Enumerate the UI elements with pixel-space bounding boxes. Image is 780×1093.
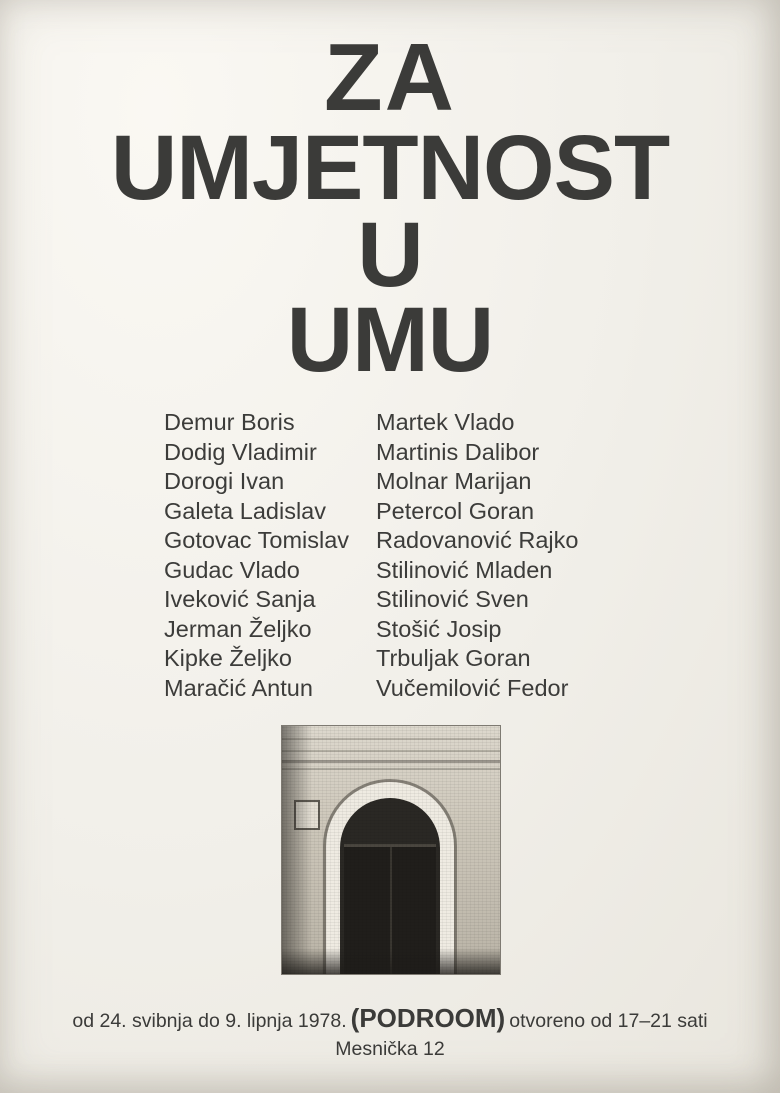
title-line-2: UMJETNOST: [110, 117, 670, 220]
photo-grain: [282, 726, 500, 974]
title-line-1: ZA: [324, 24, 456, 131]
artist-column-right: [376, 408, 616, 703]
list-item: Maračić Antun: [164, 674, 313, 701]
list-item: Iveković Sanja: [164, 586, 316, 613]
list-item: Gotovac Tomislav: [164, 527, 350, 554]
list-item: Trbuljak Goran: [376, 645, 531, 672]
opening-hours: otvoreno od 17–21 sati: [509, 1010, 708, 1033]
venue-name: (PODROOM): [350, 1003, 506, 1034]
list-item: Martinis Dalibor: [376, 438, 540, 465]
list-item: Dodig Vladimir: [164, 438, 317, 465]
poster-title: [0, 0, 780, 391]
list-item: Gudac Vlado: [164, 556, 300, 583]
venue-address: Mesnička 12: [335, 1038, 445, 1061]
artist-list: [164, 408, 616, 703]
list-item: Kipke Željko: [164, 645, 292, 672]
list-item: Vučemilović Fedor: [376, 674, 569, 701]
list-item: Molnar Marijan: [376, 468, 532, 495]
poster-photo-wrap: [281, 725, 499, 975]
list-item: Radovanović Rajko: [376, 527, 579, 554]
list-item: Martek Vlado: [376, 409, 515, 436]
list-item: Stilinović Sven: [376, 586, 529, 613]
title-line-4: UMU: [286, 288, 494, 391]
list-item: Petercol Goran: [376, 497, 535, 524]
artist-column-left: [164, 408, 376, 703]
list-item: Stošić Josip: [376, 615, 502, 642]
poster-footer: [0, 1003, 780, 1061]
exhibition-dates: od 24. svibnja do 9. lipnja 1978.: [72, 1010, 347, 1033]
list-item: Stilinović Mladen: [376, 556, 553, 583]
footer-primary-line: [0, 1003, 780, 1034]
list-item: Dorogi Ivan: [164, 468, 285, 495]
title-line-3: U: [357, 203, 423, 306]
list-item: Demur Boris: [164, 409, 295, 436]
list-item: Jerman Željko: [164, 615, 312, 642]
doorway-photograph: [281, 725, 501, 975]
list-item: Galeta Ladislav: [164, 497, 326, 524]
